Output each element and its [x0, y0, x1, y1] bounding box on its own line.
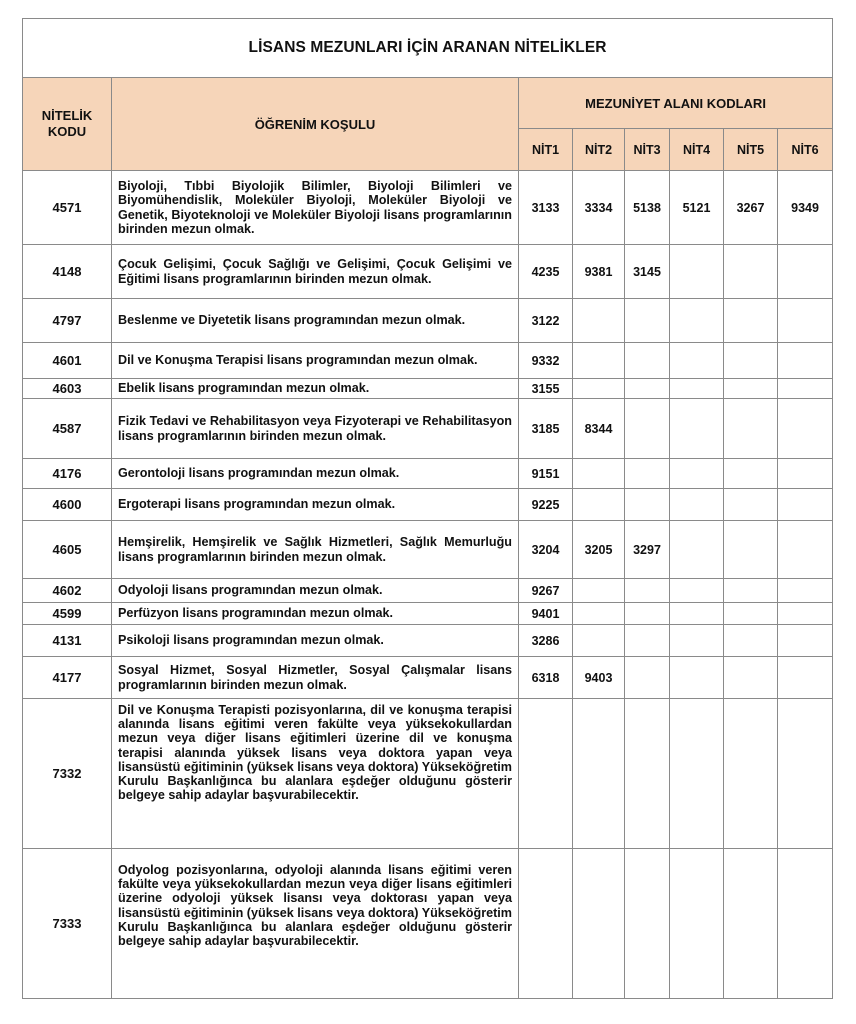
- nit5-value: [724, 379, 778, 399]
- education-condition: Odyolog pozisyonlarına, odyoloji alanında lisans eğitimi veren fakülte veya yüksekokullardan mezun veya diğer lisans eğitimleri üzerine odyoloji yüksek lisansı veya doktorası yapan veya lisansüstü eğitiminin (yüksek lisans veya doktora) Yükseköğretim Kurulu Başkanlığınca bu alanlara eşdeğer olduğunu gösterir belgeye sahip adaylar başvurabilecektir.: [112, 849, 519, 999]
- nit3-value: [625, 603, 670, 625]
- qualification-code: 4605: [23, 521, 112, 579]
- nit2-value: [573, 343, 625, 379]
- nit6-value: [778, 489, 833, 521]
- nit6-value: [778, 379, 833, 399]
- nit6-value: [778, 603, 833, 625]
- nit2-value: 3334: [573, 171, 625, 245]
- nit2-value: [573, 603, 625, 625]
- qualification-code: 4176: [23, 459, 112, 489]
- nit5-value: [724, 603, 778, 625]
- nit5-value: [724, 399, 778, 459]
- qualification-code: 4599: [23, 603, 112, 625]
- qualification-code: 7332: [23, 699, 112, 849]
- qualification-code: 4602: [23, 579, 112, 603]
- nit3-value: [625, 299, 670, 343]
- qualification-code: 4131: [23, 625, 112, 657]
- qualification-code: 4797: [23, 299, 112, 343]
- nit3-value: [625, 489, 670, 521]
- nit5-value: [724, 459, 778, 489]
- table-row: [23, 171, 833, 245]
- nit6-value: [778, 657, 833, 699]
- nit4-value: [670, 343, 724, 379]
- nit6-value: [778, 459, 833, 489]
- education-condition: Biyoloji, Tıbbi Biyolojik Bilimler, Biyoloji Bilimleri ve Biyomühendislik, Moleküler Biyoloji, Moleküler Biyoloji ve Genetik, Biyoteknoloji ve Moleküler Biyoloji lisans programlarının birinden mezun olmak.: [112, 171, 519, 245]
- qualification-code: 4603: [23, 379, 112, 399]
- nit5-value: [724, 245, 778, 299]
- table-row: [23, 459, 833, 489]
- nit3-value: 3145: [625, 245, 670, 299]
- nit3-value: [625, 459, 670, 489]
- table-row: [23, 657, 833, 699]
- education-condition: Perfüzyon lisans programından mezun olmak.: [112, 603, 519, 625]
- title-row: [23, 19, 833, 78]
- nit3-value: [625, 379, 670, 399]
- nit3-value: 3297: [625, 521, 670, 579]
- nit2-value: [573, 625, 625, 657]
- nit3-value: [625, 625, 670, 657]
- nit1-value: 9225: [519, 489, 573, 521]
- nit6-value: [778, 849, 833, 999]
- education-condition: Çocuk Gelişimi, Çocuk Sağlığı ve Gelişimi, Çocuk Gelişimi ve Eğitimi lisans programlarının birinden mezun olmak.: [112, 245, 519, 299]
- nit3-value: [625, 399, 670, 459]
- nit4-value: [670, 245, 724, 299]
- header-nit2: NİT2: [573, 129, 625, 171]
- nit5-value: [724, 579, 778, 603]
- nit1-value: [519, 699, 573, 849]
- nit6-value: [778, 399, 833, 459]
- education-condition: Psikoloji lisans programından mezun olmak.: [112, 625, 519, 657]
- nit5-value: [724, 521, 778, 579]
- nit6-value: [778, 625, 833, 657]
- table-row: [23, 343, 833, 379]
- table-row: [23, 299, 833, 343]
- nit3-value: [625, 657, 670, 699]
- table-row: [23, 699, 833, 849]
- nit2-value: [573, 299, 625, 343]
- education-condition: Fizik Tedavi ve Rehabilitasyon veya Fizyoterapi ve Rehabilitasyon lisans programlarının birinden mezun olmak.: [112, 399, 519, 459]
- education-condition: Ergoterapi lisans programından mezun olmak.: [112, 489, 519, 521]
- nit4-value: [670, 849, 724, 999]
- nit5-value: [724, 699, 778, 849]
- nit3-value: [625, 849, 670, 999]
- header-graduation-codes: MEZUNİYET ALANI KODLARI: [519, 78, 833, 129]
- education-condition: Beslenme ve Diyetetik lisans programından mezun olmak.: [112, 299, 519, 343]
- qualification-code: 7333: [23, 849, 112, 999]
- table-row: [23, 245, 833, 299]
- table-title: LİSANS MEZUNLARI İÇİN ARANAN NİTELİKLER: [23, 19, 833, 78]
- nit5-value: [724, 657, 778, 699]
- nit6-value: [778, 343, 833, 379]
- nit2-value: [573, 699, 625, 849]
- header-nit6: NİT6: [778, 129, 833, 171]
- nit1-value: 9151: [519, 459, 573, 489]
- nit1-value: 3185: [519, 399, 573, 459]
- nit6-value: [778, 245, 833, 299]
- nit1-value: 3204: [519, 521, 573, 579]
- nit1-value: 9267: [519, 579, 573, 603]
- nit5-value: [724, 299, 778, 343]
- nit6-value: [778, 579, 833, 603]
- nit2-value: 9403: [573, 657, 625, 699]
- header-nit5: NİT5: [724, 129, 778, 171]
- nit5-value: [724, 849, 778, 999]
- nit6-value: [778, 521, 833, 579]
- header-qualification-code: [23, 78, 112, 171]
- nit3-value: [625, 343, 670, 379]
- header-row-1: [23, 78, 833, 129]
- nit1-value: 4235: [519, 245, 573, 299]
- nit2-value: [573, 459, 625, 489]
- table-row: [23, 399, 833, 459]
- education-condition: Dil ve Konuşma Terapisi lisans programından mezun olmak.: [112, 343, 519, 379]
- nit3-value: [625, 699, 670, 849]
- nit6-value: [778, 299, 833, 343]
- table-row: [23, 521, 833, 579]
- qualification-code: 4571: [23, 171, 112, 245]
- table-row: [23, 625, 833, 657]
- nit5-value: [724, 343, 778, 379]
- education-condition: Hemşirelik, Hemşirelik ve Sağlık Hizmetleri, Sağlık Memurluğu lisans programlarının birinden mezun olmak.: [112, 521, 519, 579]
- nit1-value: 3122: [519, 299, 573, 343]
- nit4-value: [670, 399, 724, 459]
- table-row: [23, 849, 833, 999]
- nit1-value: 3133: [519, 171, 573, 245]
- education-condition: Dil ve Konuşma Terapisti pozisyonlarına, dil ve konuşma terapisi alanında lisans eğitimi veren fakülte veya yüksekokullardan mezun veya diğer lisans eğitimleri üzerine dil ve konuşma terapisi alanında yüksek lisans veya doktora yapan veya lisansüstü eğitiminin (yüksek lisans veya doktora) Yükseköğretim Kurulu Başkanlığınca bu alanlara eşdeğer olduğunu gösterir belgeye sahip adaylar başvurabilecektir.: [112, 699, 519, 849]
- nit1-value: 3286: [519, 625, 573, 657]
- education-condition: Sosyal Hizmet, Sosyal Hizmetler, Sosyal Çalışmalar lisans programlarının birinden mezun olmak.: [112, 657, 519, 699]
- education-condition: Ebelik lisans programından mezun olmak.: [112, 379, 519, 399]
- table-row: [23, 379, 833, 399]
- nit5-value: 3267: [724, 171, 778, 245]
- nit4-value: 5121: [670, 171, 724, 245]
- nit6-value: 9349: [778, 171, 833, 245]
- nit2-value: 3205: [573, 521, 625, 579]
- table-row: [23, 579, 833, 603]
- nit2-value: [573, 379, 625, 399]
- qualifications-table: [22, 18, 833, 999]
- nit3-value: [625, 579, 670, 603]
- nit4-value: [670, 699, 724, 849]
- qualification-code: 4148: [23, 245, 112, 299]
- qualification-code: 4587: [23, 399, 112, 459]
- education-condition: Odyoloji lisans programından mezun olmak.: [112, 579, 519, 603]
- header-nit1: NİT1: [519, 129, 573, 171]
- nit5-value: [724, 489, 778, 521]
- nit2-value: 8344: [573, 399, 625, 459]
- nit4-value: [670, 459, 724, 489]
- nit1-value: [519, 849, 573, 999]
- nit1-value: 3155: [519, 379, 573, 399]
- nit2-value: [573, 579, 625, 603]
- header-nit4: NİT4: [670, 129, 724, 171]
- nit5-value: [724, 625, 778, 657]
- nit1-value: 9401: [519, 603, 573, 625]
- nit2-value: 9381: [573, 245, 625, 299]
- nit4-value: [670, 489, 724, 521]
- header-nit3: NİT3: [625, 129, 670, 171]
- nit4-value: [670, 299, 724, 343]
- nit4-value: [670, 379, 724, 399]
- header-education-condition: ÖĞRENİM KOŞULU: [112, 78, 519, 171]
- header-qualification-code-label: NİTELİK KODU: [41, 108, 93, 139]
- table-row: [23, 603, 833, 625]
- education-condition: Gerontoloji lisans programından mezun olmak.: [112, 459, 519, 489]
- nit4-value: [670, 603, 724, 625]
- qualification-code: 4601: [23, 343, 112, 379]
- qualification-code: 4600: [23, 489, 112, 521]
- nit4-value: [670, 657, 724, 699]
- nit2-value: [573, 849, 625, 999]
- nit1-value: 6318: [519, 657, 573, 699]
- nit2-value: [573, 489, 625, 521]
- nit4-value: [670, 579, 724, 603]
- nit4-value: [670, 521, 724, 579]
- nit4-value: [670, 625, 724, 657]
- nit3-value: 5138: [625, 171, 670, 245]
- nit6-value: [778, 699, 833, 849]
- qualification-code: 4177: [23, 657, 112, 699]
- table-row: [23, 489, 833, 521]
- nit1-value: 9332: [519, 343, 573, 379]
